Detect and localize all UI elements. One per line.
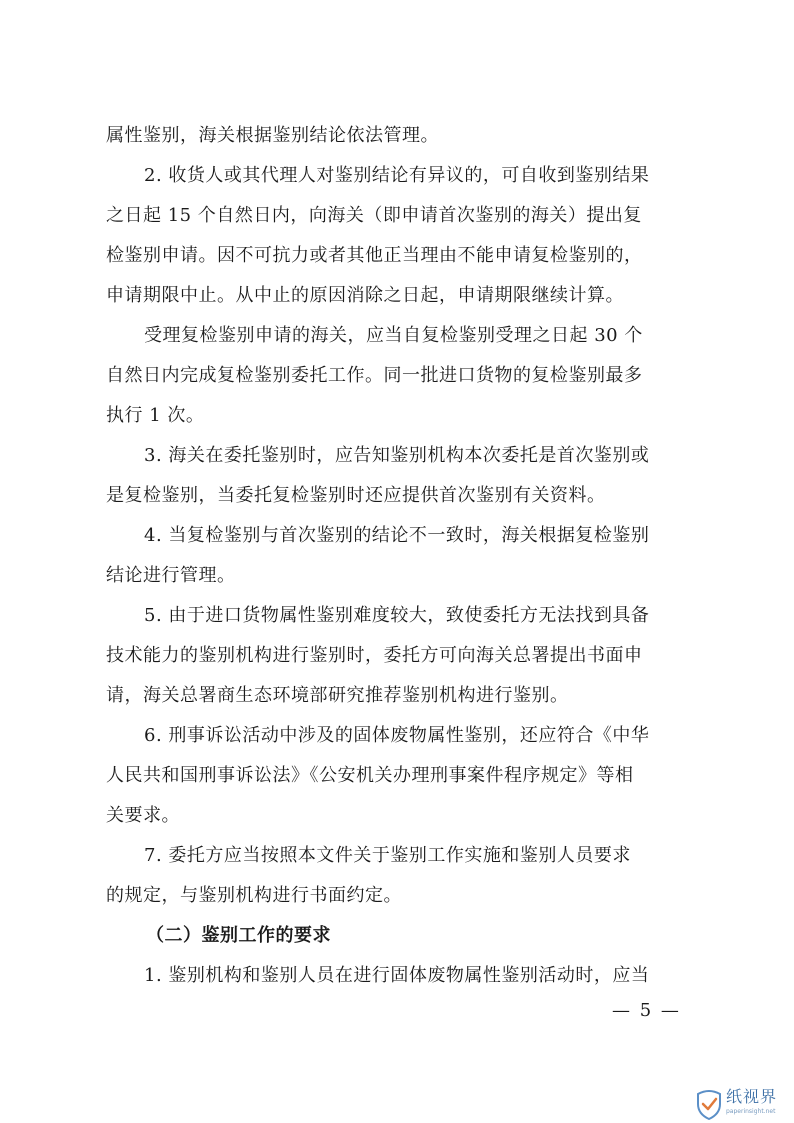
text-line: 5. 由于进口货物属性鉴别难度较大，致使委托方无法找到具备 — [144, 605, 650, 626]
text-line: 6. 刑事诉讼活动中涉及的固体废物属性鉴别，还应符合《中华 — [144, 725, 650, 746]
text-line: 技术能力的鉴别机构进行鉴别时，委托方可向海关总署提出书面申 — [106, 645, 643, 666]
watermark-logo — [690, 1084, 794, 1123]
text-line: 结论进行管理。 — [106, 565, 236, 586]
text-line: 1. 鉴别机构和鉴别人员在进行固体废物属性鉴别活动时，应当 — [144, 965, 650, 986]
text-line: 检鉴别申请。因不可抗力或者其他正当理由不能申请复检鉴别的， — [106, 245, 643, 266]
text-line: 申请期限中止。从中止的原因消除之日起，申请期限继续计算。 — [106, 285, 624, 306]
text-line: 受理复检鉴别申请的海关，应当自复检鉴别受理之日起 30 个 — [144, 325, 643, 346]
text-line: 3. 海关在委托鉴别时，应告知鉴别机构本次委托是首次鉴别或 — [144, 445, 650, 466]
text-line: 7. 委托方应当按照本文件关于鉴别工作实施和鉴别人员要求 — [144, 845, 631, 866]
watermark-url: paperinsight.net — [726, 1108, 776, 1115]
text-line: 的规定，与鉴别机构进行书面约定。 — [106, 885, 402, 906]
text-line: 请，海关总署商生态环境部研究推荐鉴别机构进行鉴别。 — [106, 685, 569, 706]
text-line: 关要求。 — [106, 805, 180, 826]
text-line: 之日起 15 个自然日内，向海关（即申请首次鉴别的海关）提出复 — [106, 205, 642, 226]
check-logo-icon — [694, 1088, 724, 1120]
page-number: — 5 — — [612, 1000, 681, 1021]
text-line: 执行 1 次。 — [106, 405, 205, 426]
text-line: 4. 当复检鉴别与首次鉴别的结论不一致时，海关根据复检鉴别 — [144, 525, 650, 546]
text-line: 人民共和国刑事诉讼法》《公安机关办理刑事案件程序规定》等相 — [106, 765, 634, 786]
text-line: 2. 收货人或其代理人对鉴别结论有异议的，可自收到鉴别结果 — [144, 165, 650, 186]
body-text — [106, 116, 690, 996]
watermark-title: 纸视界 — [726, 1087, 778, 1106]
text-line: 自然日内完成复检鉴别委托工作。同一批进口货物的复检鉴别最多 — [106, 365, 643, 386]
section-heading: （二）鉴别工作的要求 — [146, 925, 331, 946]
text-line: 属性鉴别，海关根据鉴别结论依法管理。 — [106, 125, 439, 146]
text-line: 是复检鉴别，当委托复检鉴别时还应提供首次鉴别有关资料。 — [106, 485, 606, 506]
